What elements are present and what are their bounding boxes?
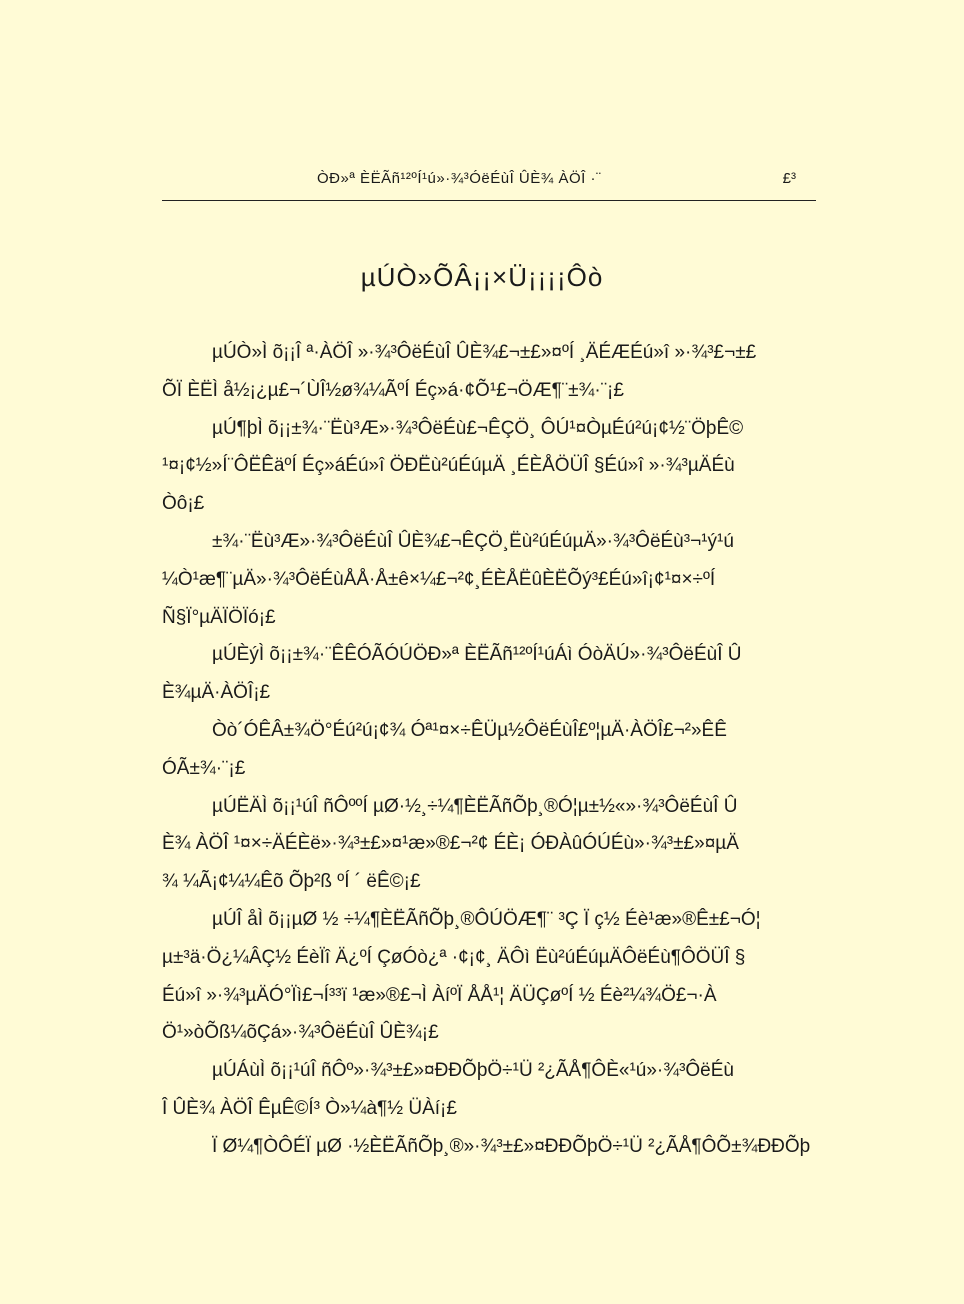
chapter-title: µÚÒ»ÕÂ¡¡×Ü¡¡¡¡Ôò — [360, 262, 604, 292]
text-line: µÚËÄÌ õ¡¡¹úÎ ñÔººÍ µØ·½¸÷¼¶ÈËÃñÕþ¸®Ó¦µ±½«»·¾³ÔëÉùÎ Û — [212, 795, 738, 817]
text-line: Òò´ÓÊÂ±¾Ö°Éú²ú¡¢¾ Óª¹¤×÷ÊÜµ½ÔëÉùÎ£º¦µÄ·ÀÖÎ£¬²»ÊÊ — [212, 719, 727, 741]
text-line: ÕÏ ÈËÌ å½¡¿µ£¬´ÙÎ½ø¾¼ÃºÍ Éç»á·¢Õ¹£¬ÖÆ¶¨±¾·¨¡£ — [162, 379, 624, 401]
text-line: µÚÒ»Ì õ¡¡Î ª·ÀÖÎ »·¾³ÔëÉùÎ ÛÈ¾£¬±£»¤ºÍ ¸ÄÉÆÉú»î »·¾³£¬±£ — [212, 342, 757, 363]
text-line: µ±³ä·Ö¿¼ÂÇ½ ÉèÏî Ä¿ºÍ ÇøÓò¿ª ·¢¡¢¸ ÄÔì Ëù²úÉúµÄÔëÉù¶ÔÖÜÎ § — [162, 946, 746, 968]
text-line: È¾ ÀÖÎ ¹¤×÷ÄÉÈë»·¾³±£»¤¹æ»®£¬²¢ ÉÈ¡ ÓÐÀûÓÚÉù»·¾³±£»¤µÄ — [162, 833, 739, 855]
body-text — [162, 334, 818, 1166]
text-line: ¹¤¡¢½»Í¨ÔËÊäºÍ Éç»áÉú»î ÖÐËù²úÉúµÄ ¸ÉÈÅÖÜÎ §Éú»î »·¾³µÄÉù — [162, 455, 735, 477]
text-line: µÚÈýÌ õ¡¡±¾·¨ÊÊÓÃÓÚÖÐ»ª ÈËÃñ¹²ºÍ¹úÁì ÓòÄÚ»·¾³ÔëÉùÎ Û — [212, 644, 742, 666]
text-line: ÓÃ±¾·¨¡£ — [162, 757, 246, 779]
text-line: ±¾·¨Ëù³Æ»·¾³ÔëÉùÎ ÛÈ¾£¬ÊÇÖ¸Ëù²úÉúµÄ»·¾³ÔëÉù³¬¹ý¹ú — [212, 530, 734, 552]
text-line: Ö¹»òÕß¼õÇá»·¾³ÔëÉùÎ ÛÈ¾¡£ — [162, 1022, 439, 1044]
text-line: Ï Ø¼¶ÒÔÉÏ µØ ·½ÈËÃñÕþ¸®»·¾³±£»¤ÐÐÕþÖ÷¹Ü ²¿ÃÅ¶ÔÕ±¾ÐÐÕþ — [212, 1135, 811, 1157]
text-line: Ñ§Ï°µÄÏÖÏó¡£ — [162, 606, 276, 628]
text-line: È¾µÄ·ÀÖÎ¡£ — [162, 682, 271, 704]
running-header — [162, 164, 816, 201]
text-line: Î ÛÈ¾ ÀÖÎ ÊµÊ©Í³ Ò»¼à¶½ ÜÀí¡£ — [162, 1097, 457, 1119]
page-number: £³ — [782, 170, 796, 187]
text-line: ¾ ¼Ã¡¢¼¼Êõ Õþ²ß ºÍ ´ ëÊ©¡£ — [162, 871, 421, 893]
text-line: µÚÁùÌ õ¡¡¹úÎ ñÔº»·¾³±£»¤ÐÐÕþÖ÷¹Ü ²¿ÃÅ¶ÔÈ«¹ú»·¾³ÔëÉù — [212, 1060, 734, 1082]
text-line: µÚ¶þÌ õ¡¡±¾·¨Ëù³Æ»·¾³ÔëÉù£¬ÊÇÖ¸ ÔÚ¹¤ÒµÉú²ú¡¢½¨ÖþÊ© — [212, 417, 744, 439]
text-line: µÚÎ åÌ õ¡¡µØ ½ ÷¼¶ÈËÃñÕþ¸®ÔÚÖÆ¶¨ ³Ç Ï ç½ Éè¹æ»®Ê±£¬Ó¦ — [212, 908, 761, 930]
text-line: Éú»î »·¾³µÄÓ°Ïì£¬Í³³ï ¹æ»®£¬Ì ÀíºÏ ÅÅ¹¦ ÄÜÇøºÍ ½ Éè²¼¾Ö£¬·À — [162, 984, 717, 1006]
running-title: ÒÐ»ª ÈËÃñ¹²ºÍ¹ú»·¾³ÓëÉùÎ ÛÈ¾ ÀÖÎ ·¨ — [317, 170, 602, 187]
text-line: Òô¡£ — [162, 493, 205, 515]
text-line: ¼Ò¹æ¶¨µÄ»·¾³ÔëÉùÅÅ·Å±ê×¼£¬²¢¸ÉÈÅËûÈËÕý³£Éú»î¡¢¹¤×÷ºÍ — [162, 568, 716, 590]
